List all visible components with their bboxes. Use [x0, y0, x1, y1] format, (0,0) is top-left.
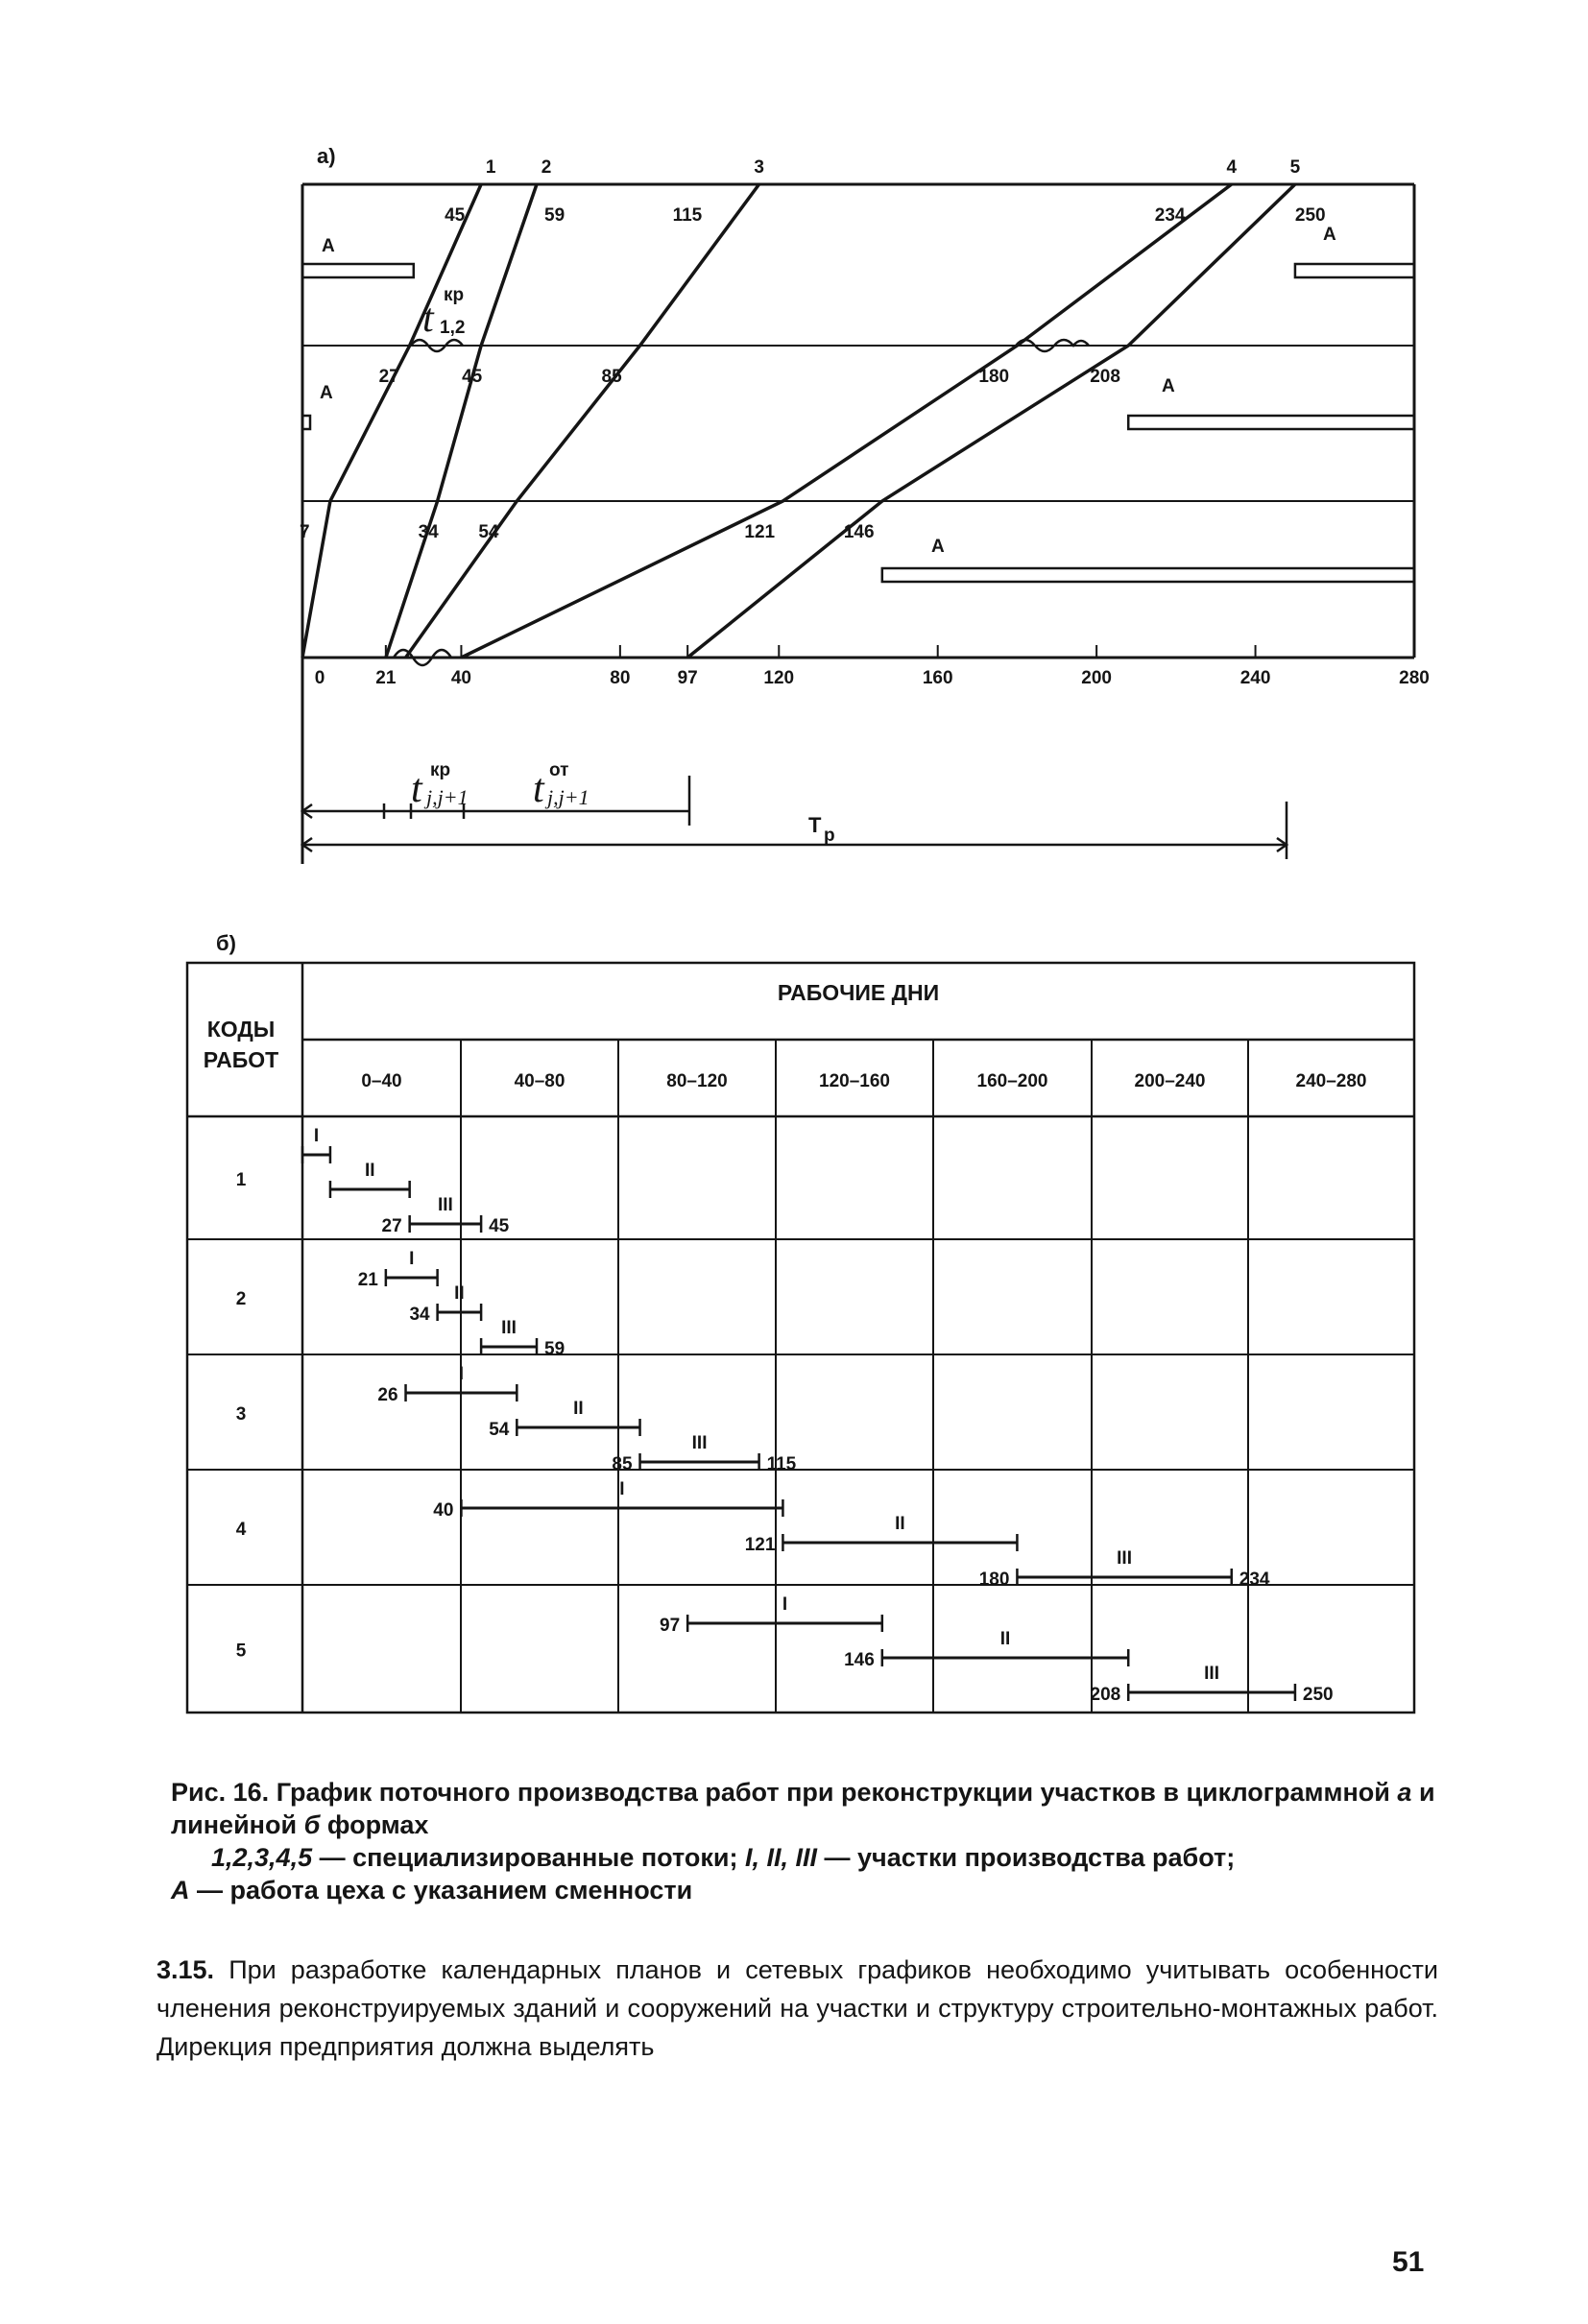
section-roman-label: III: [437, 1195, 453, 1215]
row-code: 5: [235, 1641, 247, 1662]
section-roman-label: II: [895, 1514, 905, 1534]
caption-legend-2: А — работа цеха с указанием сменности: [171, 1876, 693, 1905]
svg-text:p: p: [824, 826, 835, 846]
section-roman-label: II: [365, 1161, 375, 1181]
svg-text:кр: кр: [444, 285, 465, 305]
x-tick-label: 160: [922, 668, 953, 688]
column-header: 0–40: [361, 1071, 402, 1091]
intersection-label: 54: [478, 522, 499, 542]
x-tick-label: 240: [1239, 668, 1271, 688]
x-tick-label: 21: [375, 668, 397, 688]
flow-number-1: 1: [485, 157, 496, 178]
intersection-label: 234: [1154, 205, 1186, 226]
intersection-label: 27: [378, 367, 399, 387]
row-code: 1: [235, 1170, 247, 1190]
flow-number-4: 4: [1226, 157, 1238, 178]
caption-title: График поточного производства работ при реконструкции участков в циклограммной: [276, 1778, 1390, 1807]
svg-text:кр: кр: [430, 760, 451, 780]
intersection-label: 59: [544, 205, 565, 226]
section-roman-label: III: [1117, 1548, 1133, 1569]
section-roman-label: I: [782, 1594, 788, 1615]
x-tick-label: 120: [763, 668, 795, 688]
section-roman-label: I: [409, 1249, 415, 1269]
linear-chart-panel: [187, 931, 1414, 1713]
page-number: 51: [1392, 2246, 1425, 2278]
paragraph-number: 3.15.: [156, 1955, 215, 1984]
section-roman-label: III: [691, 1433, 708, 1453]
segment-end-label: 59: [544, 1339, 565, 1359]
section-roman-label: I: [619, 1479, 625, 1499]
flow-number-2: 2: [541, 157, 552, 178]
row-codes: [236, 1170, 247, 1662]
column-header: 120–160: [819, 1071, 890, 1091]
paragraph-text: При разработке календарных планов и сетевых графиков необходимо учитывать особенности членения реконструируемых зданий и сооружений на участки и структуру строительно-монтажных работ. Дирекция предприятия должна выделять: [156, 1955, 1438, 2061]
intersection-label: 146: [843, 522, 875, 542]
panel-b-label: б): [216, 931, 236, 955]
shop-work-label: A: [931, 537, 945, 557]
shop-work-label: A: [320, 383, 333, 403]
svg-text:T: T: [808, 813, 822, 837]
segment-start-label: 208: [1090, 1685, 1121, 1705]
segment-start-label: 27: [381, 1216, 402, 1236]
svg-text:от: от: [549, 760, 569, 780]
x-tick-label: 200: [1081, 668, 1112, 688]
caption-a: а: [1397, 1778, 1412, 1807]
shop-work-label: A: [322, 236, 335, 256]
column-header: 80–120: [666, 1071, 728, 1091]
column-headers: [361, 1071, 1366, 1091]
intersection-label: 7: [299, 522, 310, 542]
table-grid: [187, 1040, 1414, 1713]
column-header: 160–200: [976, 1071, 1048, 1091]
figure-caption: [171, 1776, 1438, 1906]
svg-text:t: t: [533, 767, 544, 811]
intersection-label: 121: [744, 522, 776, 542]
column-header: 200–240: [1134, 1071, 1206, 1091]
row-code: 4: [235, 1520, 247, 1540]
segment-start-label: 54: [489, 1420, 510, 1440]
section-roman-label: I: [313, 1126, 320, 1146]
svg-text:j,j+1: j,j+1: [547, 785, 589, 809]
segment-end-label: 45: [489, 1216, 510, 1236]
segment-start-label: 180: [978, 1569, 1010, 1590]
segment-end-label: 234: [1239, 1569, 1270, 1590]
x-tick-label: 40: [450, 668, 471, 688]
intersection-label: 45: [462, 367, 483, 387]
work-segments: [302, 1126, 1334, 1705]
panel-a-label: a): [317, 144, 336, 168]
shop-work-bar: [302, 416, 310, 429]
segment-start-label: 85: [612, 1454, 633, 1474]
codes-header-line1: КОДЫ: [206, 1017, 276, 1042]
shop-work-label: A: [1162, 376, 1175, 396]
section-roman-label: II: [573, 1399, 584, 1419]
flow-number-3: 3: [754, 157, 764, 178]
segment-start-label: 34: [409, 1305, 430, 1325]
x-tick-label: 0: [314, 668, 325, 688]
flow-number-5: 5: [1289, 157, 1301, 178]
caption-legend-1: 1,2,3,4,5 — специализированные потоки; I, II, III — участки производства работ;: [211, 1843, 1236, 1872]
shop-work-bar: [1128, 416, 1414, 429]
segment-start-label: 146: [844, 1650, 875, 1670]
intersection-label: 45: [445, 205, 466, 226]
flow-line-2: [386, 184, 537, 658]
codes-header-line2: РАБОТ: [203, 1047, 279, 1072]
shop-work-bar: [1295, 264, 1414, 277]
flow-lines: [299, 184, 1295, 658]
shop-work-bar: [302, 264, 414, 277]
intersection-labels: [300, 205, 1326, 542]
row-code: 2: [235, 1289, 247, 1309]
section-roman-label: II: [999, 1629, 1011, 1649]
intersection-label: 208: [1090, 367, 1120, 387]
t-kr-jj1-annotation: [411, 760, 469, 811]
svg-text:1,2: 1,2: [440, 318, 466, 338]
intersection-label: 34: [418, 522, 439, 542]
caption-end: формах: [326, 1810, 429, 1839]
tp-annotation: [808, 813, 835, 846]
segment-start-label: 21: [357, 1270, 378, 1290]
segment-end-label: 115: [766, 1454, 797, 1474]
working-days-header: РАБОЧИЕ ДНИ: [777, 980, 940, 1005]
section-roman-label: II: [454, 1283, 465, 1304]
section-roman-label: III: [501, 1318, 517, 1338]
t-kr-12-annotation: [422, 285, 465, 341]
caption-lead: Рис. 16.: [171, 1778, 270, 1807]
intersection-label: 85: [601, 367, 622, 387]
x-tick-label: 280: [1399, 668, 1430, 688]
x-tick-label: 80: [610, 668, 631, 688]
segment-end-label: 250: [1302, 1685, 1334, 1705]
intersection-label: 250: [1294, 205, 1326, 226]
x-tick-label: 97: [677, 668, 698, 688]
flow-line-5: [687, 184, 1295, 658]
section-roman-label: III: [1204, 1664, 1220, 1684]
shop-work-bar: [882, 568, 1414, 582]
caption-b: б: [303, 1810, 321, 1839]
segment-start-label: 40: [433, 1500, 454, 1521]
section-roman-label: I: [458, 1364, 465, 1384]
t-ot-jj1-annotation: [533, 760, 589, 811]
flow-numbers: [486, 157, 1301, 178]
shop-work-label: A: [1323, 225, 1336, 245]
flow-line-4: [461, 184, 1231, 658]
svg-text:t: t: [422, 297, 434, 341]
cyclogram-panel: [300, 144, 1430, 864]
caption-and: и линейной: [171, 1778, 1435, 1839]
column-header: 240–280: [1295, 1071, 1367, 1091]
body-paragraph: [156, 1951, 1438, 2066]
segment-start-label: 26: [377, 1385, 398, 1405]
intersection-label: 180: [978, 367, 1010, 387]
column-header: 40–80: [514, 1071, 565, 1091]
row-code: 3: [235, 1404, 247, 1425]
segment-start-label: 121: [744, 1535, 776, 1555]
svg-text:j,j+1: j,j+1: [426, 785, 469, 809]
svg-text:t: t: [411, 767, 422, 811]
segment-start-label: 97: [660, 1616, 681, 1636]
intersection-label: 115: [672, 205, 703, 226]
